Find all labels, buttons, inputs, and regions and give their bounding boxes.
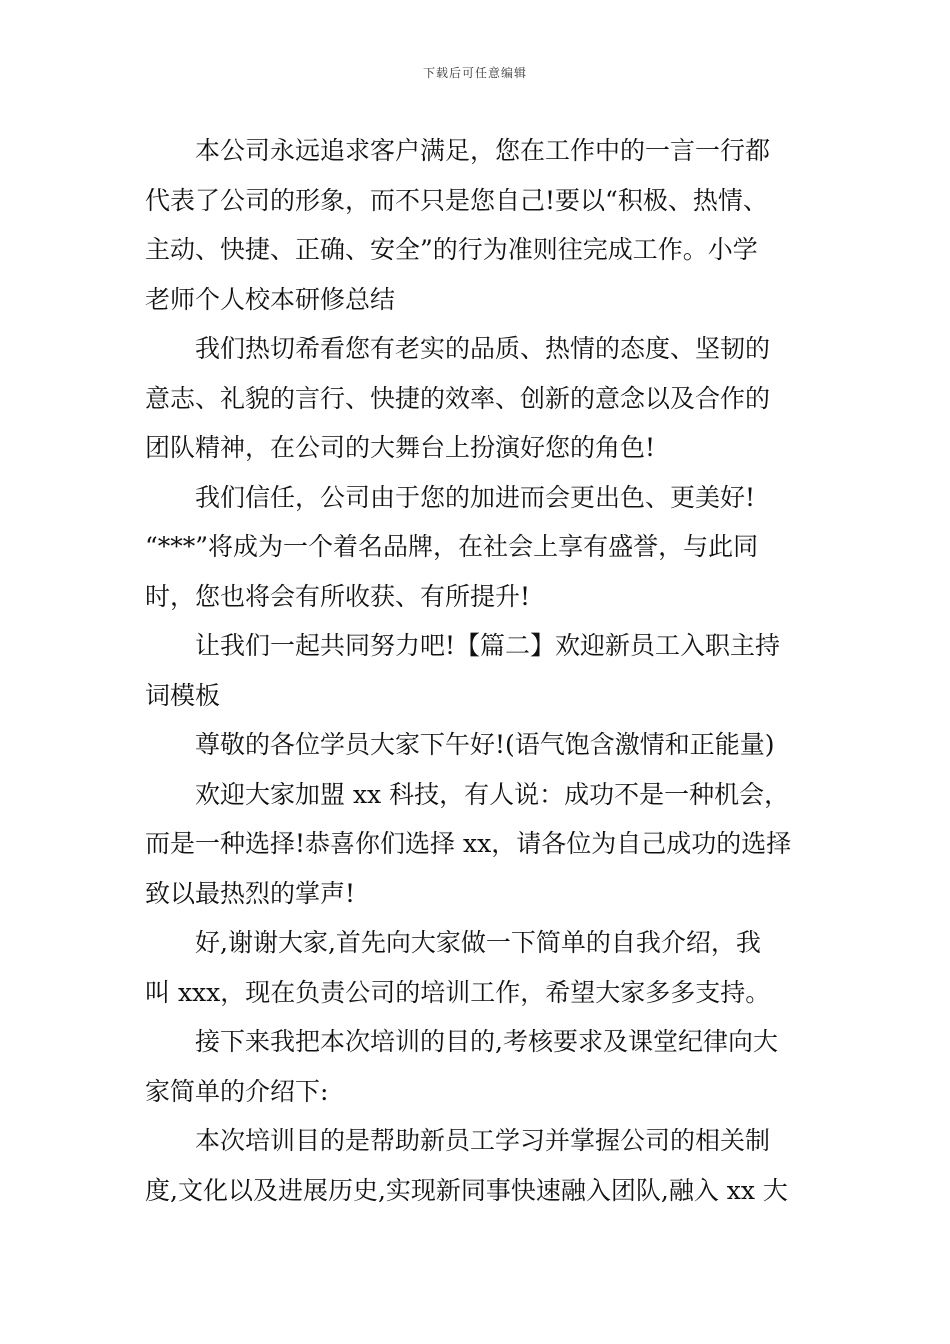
text-line: 主动、快捷、正确、安全”的行为准则往完成工作。小学 bbox=[145, 235, 758, 264]
text-line: 团队精神，在公司的大舞台上扮演好您的角色! bbox=[145, 433, 656, 462]
text-line: 接下来我把本次培训的目的,考核要求及课堂纪律向大 bbox=[195, 1027, 778, 1056]
text-line: 代表了公司的形象，而不只是您自己!要以“积极、热情、 bbox=[145, 185, 768, 215]
text-line: 词模板 bbox=[145, 680, 221, 710]
text-line: 我们信任，公司由于您的加进而会更出色、更美好! bbox=[195, 482, 756, 512]
text-line: 意志、礼貌的言行、快捷的效率、创新的意念以及合作的 bbox=[145, 383, 771, 413]
text-line: 尊敬的各位学员大家下午好!(语气饱含激情和正能量) bbox=[195, 730, 775, 759]
text-line: 致以最热烈的掌声! bbox=[145, 878, 356, 908]
text-line: 我们热切希看您有老实的品质、热情的态度、坚韧的 bbox=[195, 334, 771, 363]
text-line: 欢迎大家加盟 xx 科技，有人说：成功不是一种机会， bbox=[195, 779, 790, 809]
text-line: 而是一种选择!恭喜你们选择 xx，请各位为自己成功的选择 bbox=[145, 829, 792, 858]
text-line: 家简单的介绍下: bbox=[145, 1076, 329, 1106]
text-line: “***”将成为一个着名品牌，在社会上享有盛誉，与此同 bbox=[145, 532, 759, 561]
text-line: 让我们一起共同努力吧!【篇二】欢迎新员工入职主持 bbox=[195, 631, 781, 660]
text-line: 好,谢谢大家,首先向大家做一下简单的自我介绍，我 bbox=[195, 928, 761, 957]
text-line: 时，您也将会有所收获、有所提升! bbox=[145, 581, 531, 611]
text-line: 本次培训目的是帮助新员工学习并掌握公司的相关制 bbox=[195, 1126, 771, 1155]
text-line: 叫 xxx，现在负责公司的培训工作，希望大家多多支持。 bbox=[145, 977, 771, 1007]
text-line: 本公司永远追求客户满足，您在工作中的一言一行都 bbox=[195, 136, 771, 165]
text-line: 老师个人校本研修总结 bbox=[145, 284, 396, 314]
text-line: 度,文化以及进展历史,实现新同事快速融入团队,融入 xx 大 bbox=[145, 1175, 788, 1205]
page-header: 下载后可任意编辑 bbox=[422, 66, 527, 80]
document-body bbox=[145, 126, 810, 1215]
